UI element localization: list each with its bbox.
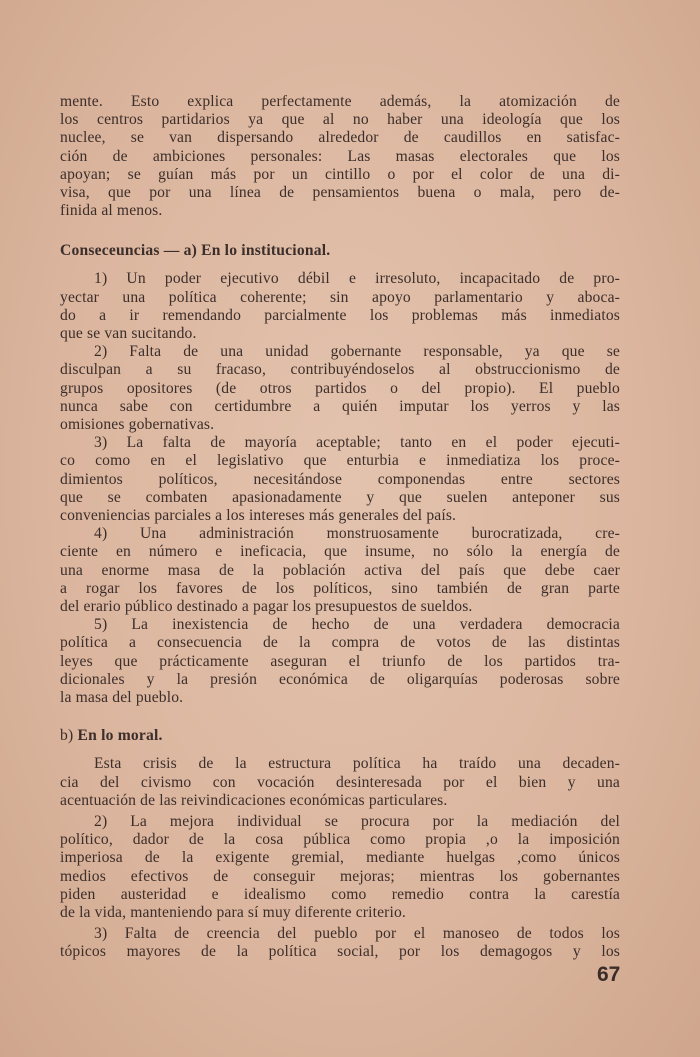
numbered-paragraph: [60, 270, 620, 343]
text-line: yectar una política coherente; sin apoyo parlamentario y aboca-: [60, 288, 620, 306]
text-line: 2) Falta de una unidad gobernante responsable, ya que se: [94, 343, 620, 361]
text-line: 5) La inexistencia de hecho de una verdadera democracia: [94, 616, 620, 634]
text-line: ción de ambiciones personales: Las masas electorales que los: [60, 147, 620, 165]
text-line: que se van sucitando.: [60, 325, 197, 343]
page-body: [60, 93, 620, 962]
text-line: 1) Un poder ejecutivo débil e irresoluto, incapacitado de pro-: [94, 270, 620, 288]
numbered-paragraph: [60, 434, 620, 525]
text-line: del erario público destinado a pagar los presupuestos de sueldos.: [60, 598, 473, 616]
text-line: de la vida, manteniendo para sí muy diferente criterio.: [60, 903, 406, 921]
text-line: piden austeridad e idealismo como remedio contra la carestía: [60, 885, 620, 903]
text-line: grupos opositores (de otros partidos o del propio). El pueblo: [60, 379, 620, 397]
text-line: a rogar los favores de los políticos, sino también de gran parte: [60, 579, 620, 597]
text-line: Esta crisis de la estructura política ha traído una decaden-: [94, 755, 620, 773]
text-line: 4) Una administración monstruosamente burocratizada, cre-: [94, 525, 620, 543]
text-line: leyes que prácticamente aseguran el triunfo de los partidos tra-: [60, 652, 620, 670]
text-line: cia del civismo con vocación desinteresada por el bien y una: [60, 773, 620, 791]
text-line: dimientos políticos, necesitándose componendas entre sectores: [60, 470, 620, 488]
text-line: los centros partidarios ya que al no haber una ideología que los: [60, 111, 620, 129]
numbered-paragraph: [60, 616, 620, 707]
text-line: una enorme masa de la población activa del país que debe caer: [60, 561, 620, 579]
numbered-paragraph: [60, 925, 620, 961]
text-line: omisiones gobernativas.: [60, 416, 215, 434]
section-heading-text: En lo moral.: [77, 727, 163, 745]
text-line: nunca sabe con certidumbre a quién imputar los yerros y las: [60, 397, 620, 415]
text-line: imperiosa de la exigente gremial, mediante huelgas ,como únicos: [60, 849, 620, 867]
text-line: medios efectivos de conseguir mejoras; mientras los gobernantes: [60, 867, 620, 885]
text-line: mente. Esto explica perfectamente además, la atomización de: [60, 93, 620, 110]
section-heading-institutional: Conseceuncias — a) En lo institucional.: [60, 242, 331, 260]
text-line: disculpan a su fracaso, contribuyéndoselos al obstruccionismo de: [60, 361, 620, 379]
section-heading-moral: [60, 727, 620, 745]
text-line: la masa del pueblo.: [60, 689, 184, 707]
text-line: 2) La mejora individual se procura por la mediación del: [94, 812, 620, 830]
numbered-paragraph: [60, 813, 620, 922]
intro-paragraph: [60, 93, 620, 220]
text-line: política a consecuencia de la compra de votos de las distintas: [60, 634, 620, 652]
numbered-paragraph: [60, 755, 620, 810]
text-line: político, dador de la cosa pública como propia ,o la imposición: [60, 831, 620, 849]
text-line: dicionales y la presión económica de oligarquías poderosas sobre: [60, 670, 620, 688]
text-line: nuclee, se van dispersando alrededor de caudillos en satisfac-: [60, 129, 620, 147]
text-line: finida al menos.: [60, 202, 163, 220]
text-line: apoyan; se guían más por un cintillo o por el color de una di-: [60, 165, 620, 183]
text-line: tópicos mayores de la política social, por los demagogos y los: [60, 943, 620, 961]
text-line: visa, que por una línea de pensamientos buena o mala, pero de-: [60, 184, 620, 202]
text-line: 3) Falta de creencia del pueblo por el manoseo de todos los: [94, 925, 620, 943]
numbered-paragraph: [60, 343, 620, 434]
text-line: acentuación de las reivindicaciones económicas particulares.: [60, 791, 448, 809]
section-heading-prefix: b): [60, 727, 74, 745]
numbered-paragraph: [60, 525, 620, 616]
page-number: 67: [597, 963, 621, 986]
text-line: que se combaten apasionadamente y que suelen anteponer sus: [60, 488, 620, 506]
text-line: 3) La falta de mayoría aceptable; tanto en el poder ejecuti-: [94, 434, 620, 452]
text-line: ciente en número e ineficacia, que insume, no sólo la energía de: [60, 543, 620, 561]
text-line: conveniencias parciales a los intereses más generales del país.: [60, 507, 457, 525]
text-line: co como en el legislativo que enturbia e inmediatiza los proce-: [60, 452, 620, 470]
text-line: do a ir remendando parcialmente los problemas más inmediatos: [60, 306, 620, 324]
